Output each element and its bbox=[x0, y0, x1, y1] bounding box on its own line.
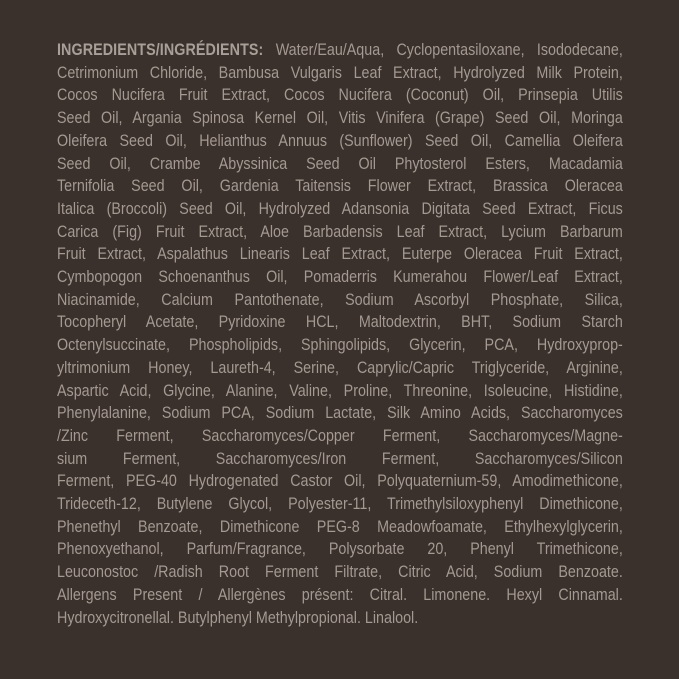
ingredients-line: Ternifolia Seed Oil, Gardenia Taitensis Flower Extract, Brassica Oleracea bbox=[57, 176, 623, 196]
ingredients-line: Cocos Nucifera Fruit Extract, Cocos Nucifera (Coconut) Oil, Prinsepia Utilis bbox=[57, 85, 623, 105]
ingredients-label bbox=[57, 39, 623, 629]
ingredients-line bbox=[57, 39, 623, 62]
ingredients-line: Hydroxycitronellal. Butylphenyl Methylpropional. Linalool. bbox=[57, 607, 419, 627]
ingredients-line: Phenoxyethanol, Parfum/Fragrance, Polysorbate 20, Phenyl Trimethicone, bbox=[57, 539, 623, 559]
ingredients-line: sium Ferment, Saccharomyces/Iron Ferment, Saccharomyces/Silicon bbox=[57, 448, 623, 468]
ingredients-line-text: Water/Eau/Aqua, Cyclopentasiloxane, Isododecane, bbox=[275, 40, 623, 59]
ingredients-line: Ferment, PEG-40 Hydrogenated Castor Oil, Polyquaternium-59, Amodimethicone, bbox=[57, 471, 623, 491]
ingredients-line: Seed Oil, Argania Spinosa Kernel Oil, Vitis Vinifera (Grape) Seed Oil, Moringa bbox=[57, 108, 623, 128]
ingredients-line: Italica (Broccoli) Seed Oil, Hydrolyzed Adansonia Digitata Seed Extract, Ficus bbox=[57, 198, 623, 218]
ingredients-line: Aspartic Acid, Glycine, Alanine, Valine, Proline, Threonine, Isoleucine, Histidine, bbox=[57, 380, 623, 400]
ingredients-line: Carica (Fig) Fruit Extract, Aloe Barbadensis Leaf Extract, Lycium Barbarum bbox=[57, 221, 623, 241]
ingredients-line: Tocopheryl Acetate, Pyridoxine HCL, Maltodextrin, BHT, Sodium Starch bbox=[57, 312, 623, 332]
ingredients-line: Cymbopogon Schoenanthus Oil, Pomaderris Kumerahou Flower/Leaf Extract, bbox=[57, 267, 623, 287]
ingredients-line: Leuconostoc /Radish Root Ferment Filtrate, Citric Acid, Sodium Benzoate. bbox=[57, 562, 623, 582]
ingredients-line: Phenethyl Benzoate, Dimethicone PEG-8 Meadowfoamate, Ethylhexylglycerin, bbox=[57, 516, 623, 536]
ingredients-heading: INGREDIENTS/INGRÉDIENTS: bbox=[57, 40, 264, 59]
ingredients-line: Phenylalanine, Sodium PCA, Sodium Lactate, Silk Amino Acids, Saccharomyces bbox=[57, 403, 623, 423]
ingredients-line: Allergens Present / Allergènes présent: Citral. Limonene. Hexyl Cinnamal. bbox=[57, 584, 623, 604]
ingredients-line: Fruit Extract, Aspalathus Linearis Leaf Extract, Euterpe Oleracea Fruit Extract, bbox=[57, 244, 623, 264]
ingredients-line: Trideceth-12, Butylene Glycol, Polyester-11, Trimethylsiloxyphenyl Dimethicone, bbox=[57, 494, 623, 514]
ingredients-line: Octenylsuccinate, Phospholipids, Sphingolipids, Glycerin, PCA, Hydroxyprop- bbox=[57, 335, 623, 355]
ingredients-line: yltrimonium Honey, Laureth-4, Serine, Caprylic/Capric Triglyceride, Arginine, bbox=[57, 357, 623, 377]
ingredients-line: /Zinc Ferment, Saccharomyces/Copper Ferment, Saccharomyces/Magne- bbox=[57, 425, 623, 445]
ingredients-line: Oleifera Seed Oil, Helianthus Annuus (Sunflower) Seed Oil, Camellia Oleifera bbox=[57, 130, 623, 150]
ingredients-line: Niacinamide, Calcium Pantothenate, Sodium Ascorbyl Phosphate, Silica, bbox=[57, 289, 623, 309]
ingredients-line: Cetrimonium Chloride, Bambusa Vulgaris Leaf Extract, Hydrolyzed Milk Protein, bbox=[57, 62, 623, 82]
ingredients-line: Seed Oil, Crambe Abyssinica Seed Oil Phytosterol Esters, Macadamia bbox=[57, 153, 623, 173]
